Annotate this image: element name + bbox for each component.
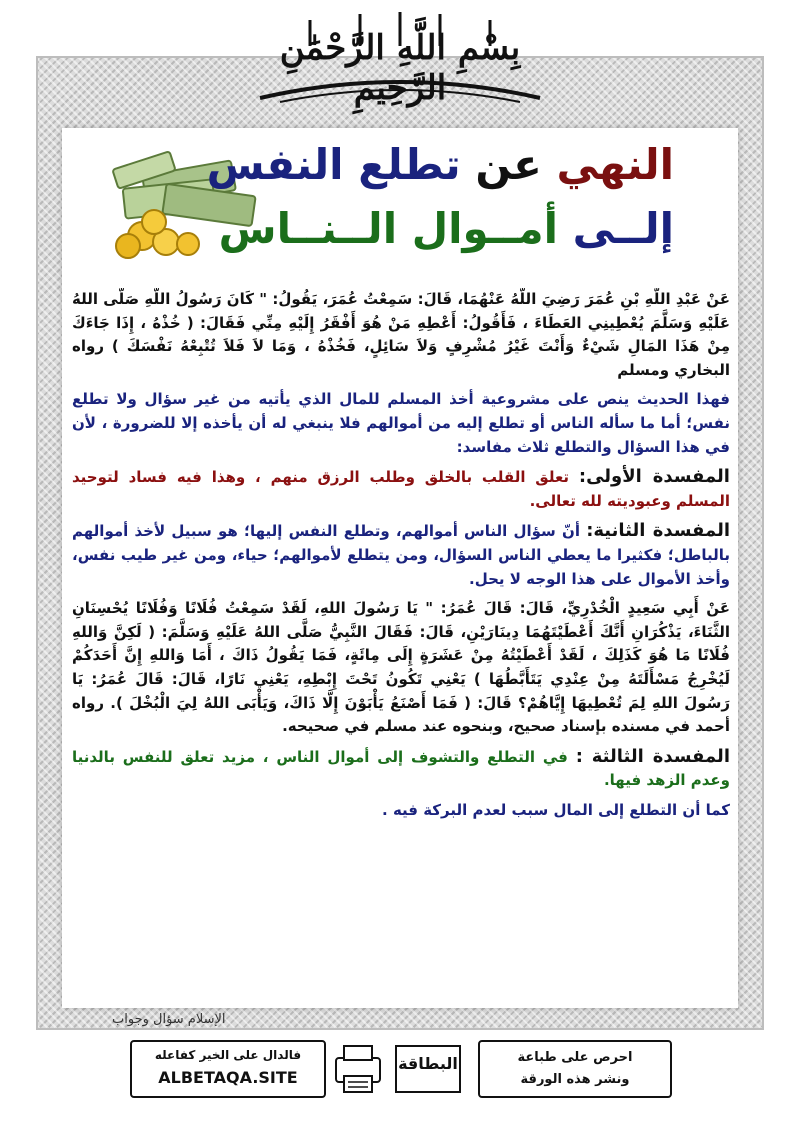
footer-print-line-2: ونشر هذه الورقة [520, 1072, 630, 1087]
harm-1-text: تعلق القلب بالخلق وطلب الرزق منهم ، وهذا فيه فساد لتوحيد المسلم وعبوديته لله تعالى. [72, 468, 730, 510]
intro-paragraph: فهذا الحديث ينص على مشروعية أخذ المسلم للمال الذي يأتيه من غير سؤال ولا تطلع نفس؛ أما ما سأله الناس أو تطلع إليه من أموالهم فلا ينبغي له أن يأخذه إلا للضرورة ، لأن في هذا السؤال والتطلع ثلاث مفاسد: [72, 390, 730, 456]
footer-print-box [478, 1040, 672, 1098]
harm-1-paragraph [72, 465, 730, 513]
hadith-2-paragraph [72, 597, 730, 739]
footer-print-line-1: احرص على طباعة [517, 1050, 633, 1065]
title-word-ila: إلــى [572, 204, 674, 253]
title-line-2 [218, 204, 674, 262]
harm-2-text: أنّ سؤال الناس أموالهم، وتطلع النفس إليها؛ هو سبيل لأخذ أموالهم بالباطل؛ فكثيرا ما يعطي الناس السؤال، ومن يتطلع لأموالهم؛ حياء، ومن غير طيب نفس، وأخذ الأموال على هذا الوجه لا يحل. [72, 522, 730, 588]
title-line-1 [206, 140, 674, 202]
article-body [72, 288, 730, 1028]
harm-3-title: المفسدة الثالثة : [575, 745, 730, 767]
bismillah-calligraphy [250, 6, 550, 110]
hadith-2-reference: رواه أحمد في مسنده بإسناد صحيح، وبنحوه عند مسلم في صحيحه. [72, 693, 730, 736]
footer-site-url[interactable]: ALBETAQA.SITE [158, 1068, 298, 1087]
footer-logo-area [332, 1040, 472, 1098]
hadith-1-paragraph [72, 288, 730, 382]
harm-2-paragraph [72, 519, 730, 591]
harm-2-title: المفسدة الثانية: [586, 520, 730, 542]
footer-site-box [130, 1040, 326, 1098]
title-word-amwal: أمــوال الــنــاس [218, 204, 558, 253]
title-word-nahy: النهي [556, 140, 674, 189]
harm-3-paragraph [72, 745, 730, 793]
footer-slogan: فالدال على الخير كفاعله [154, 1048, 302, 1062]
bismillah-text: بِسْمِ اللَّهِ الرَّحْمَٰنِ الرَّحِيمِ [279, 28, 521, 108]
title-word-an: عن [475, 140, 542, 189]
harm-1-title: المفسدة الأولى: [578, 466, 730, 488]
hadith-2-text: عَنْ أَبِي سَعِيدٍ الْخُدْرِيِّ، قَالَ: قَالَ عُمَرُ: " يَا رَسُولَ اللهِ، لَقَدْ سَمِعْتُ فُلَانًا وَفُلَانًا يُحْسِنَانِ الثَّنَاءَ، يَذْكُرَانِ أَنَّكَ أَعْطَيْتَهُمَا دِينَارَيْنِ، قَالَ: فَقَالَ النَّبِيُّ صَلَّى اللهُ عَلَيْهِ وَسَلَّمَ: ( لَكِنَّ وَاللهِ فُلَانًا مَا هُوَ كَذَلِكَ ، لَقَدْ أَعْطَيْتُهُ مِنْ عَشَرَةٍ إِلَى مِائَةٍ، فَمَا يَقُولُ ذَاكَ ، أَمَا وَاللهِ إِنَّ أَحَدَكُمْ لَيُخْرِجُ مَسْأَلَتَهُ مِنْ عِنْدِي يَتَأَبَّطُهَا ) يَعْنِي تَكُونُ تَحْتَ إِبْطِهِ، يَعْنِي نَارًا، قَالَ: قَالَ عُمَرُ: يَا رَسُولَ اللهِ لِمَ تُعْطِيهَا إِيَّاهُمْ؟ قَالَ: ( فَمَا أَصْنَعُ يَأْبَوْنَ إِلَّا ذَاكَ، وَيَأْبَى اللهُ لِيَ الْبُخْلَ ). [72, 599, 730, 712]
hadith-1-text: عَنْ عَبْدِ اللَّهِ بْنِ عُمَرَ رَضِيَ اللَّهُ عَنْهُمَا، قَالَ: سَمِعْتُ عُمَرَ، يَقُولُ: " كَانَ رَسُولُ اللَّهِ صَلَّى اللهُ عَلَيْهِ وَسَلَّمَ يُعْطِينِي العَطَاءَ ، فَأَقُولُ: أَعْطِهِ مَنْ هُوَ أَفْقَرُ إِلَيْهِ مِنِّي فَقَالَ: ( خُذْهُ ، إِذَا جَاءَكَ مِنْ هَذَا المَالِ شَيْءٌ وَأَنْتَ غَيْرُ مُشْرِفٍ وَلاَ سَائِلٍ، فَخُذْهُ ، وَمَا لاَ فَلاَ تُتْبِعْهُ نَفْسَكَ ) [72, 290, 730, 356]
footer-logo-text: البطاقة [398, 1054, 458, 1073]
closing-line: كما أن التطلع إلى المال سبب لعدم البركة فيه . [382, 800, 730, 819]
title-word-tatalu: تطلع النفس [206, 140, 461, 189]
harm-3-text: في التطلع والتشوف إلى أموال الناس ، مزيد تعلق للنفس بالدنيا وعدم الزهد فيها. [72, 747, 730, 790]
hadith-1-reference: رواه البخاري ومسلم [72, 337, 730, 379]
source-credit: الإسلام سؤال وجواب [112, 1012, 226, 1027]
